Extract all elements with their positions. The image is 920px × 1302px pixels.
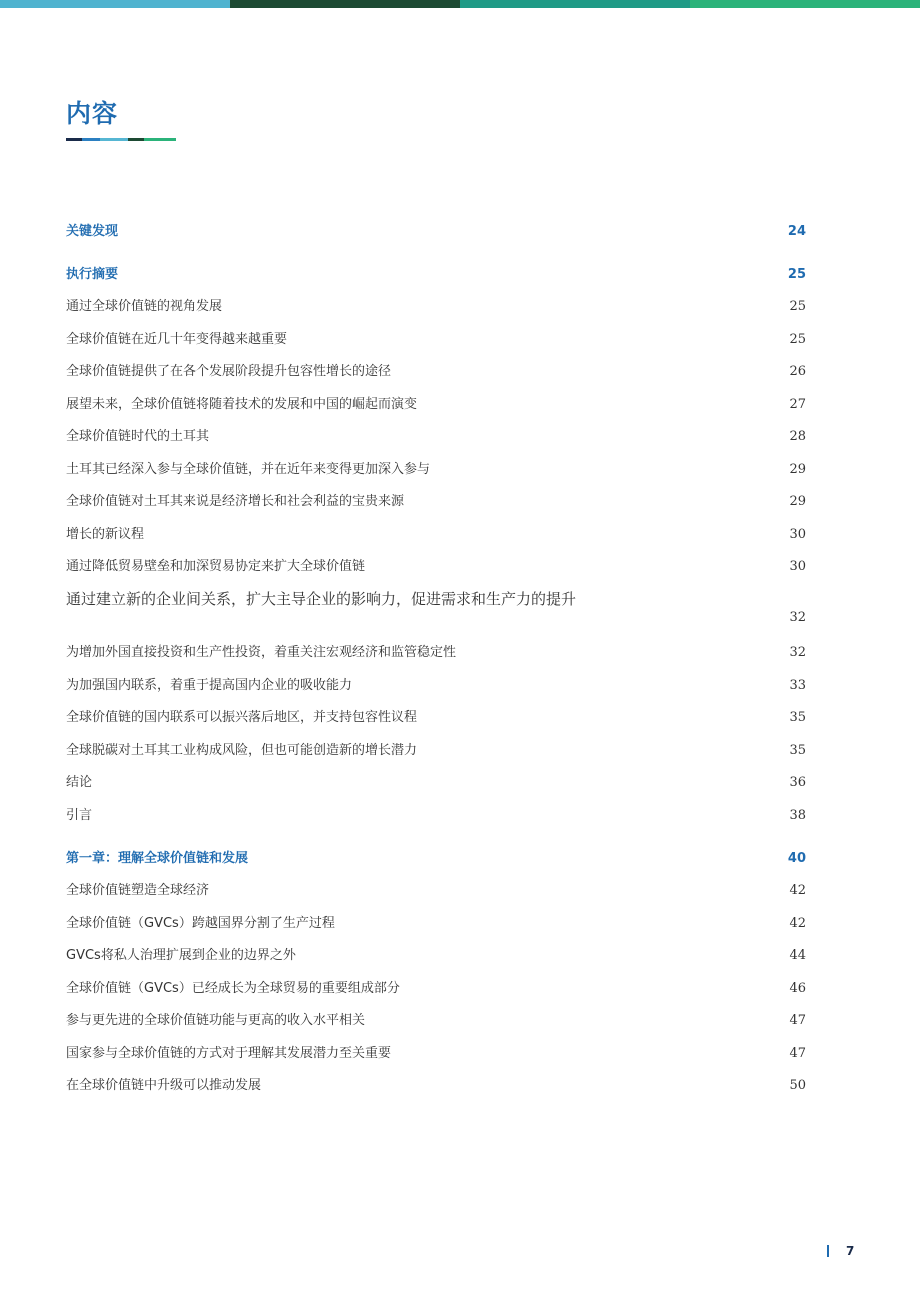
toc-entry-title: 关键发现 [66, 224, 119, 239]
top-bar-segment [690, 0, 920, 8]
toc-entry[interactable] [66, 739, 806, 758]
top-color-bar [0, 0, 920, 8]
toc-entry[interactable] [66, 490, 806, 509]
toc-entry-title: 执行摘要 [66, 267, 119, 282]
toc-entry[interactable] [66, 425, 806, 444]
toc-entry-page: 26 [789, 364, 806, 379]
toc-entry-title: 通过全球价值链的视角发展 [66, 299, 223, 314]
toc-entry[interactable] [66, 944, 806, 963]
toc-entry-title: 参与更先进的全球价值链功能与更高的收入水平相关 [66, 1013, 366, 1028]
underline-segment [144, 138, 176, 141]
toc-entry-page: 25 [789, 332, 806, 347]
toc-entry-page: 32 [789, 645, 806, 660]
toc-entry-title: 通过降低贸易壁垒和加深贸易协定来扩大全球价值链 [66, 559, 366, 574]
toc-entry-title: 全球价值链塑造全球经济 [66, 883, 210, 898]
toc-entry[interactable] [66, 1042, 806, 1061]
toc-entry[interactable] [66, 977, 806, 996]
toc-entry-page: 40 [787, 851, 806, 866]
toc-entry-title: 全球价值链的国内联系可以振兴落后地区，并支持包容性议程 [66, 710, 418, 725]
toc-entry-page: 33 [789, 678, 806, 693]
toc-entry-title: 全球价值链时代的土耳其 [66, 429, 210, 444]
toc-entry-title: 全球脱碳对土耳其工业构成风险，但也可能创造新的增长潜力 [66, 743, 418, 758]
toc-entry-page: 38 [789, 808, 806, 823]
toc-entry-title: 通过建立新的企业间关系，扩大主导企业的影响力，促进需求和生产力的提升 [66, 590, 577, 608]
toc-entry-page: 47 [789, 1046, 806, 1061]
toc-entry-page: 25 [789, 299, 806, 314]
toc-entry[interactable] [66, 641, 806, 660]
toc-entry[interactable] [66, 220, 806, 239]
toc-entry-title: 全球价值链（GVCs）已经成长为全球贸易的重要组成部分 [66, 981, 400, 996]
toc-entry-page: 25 [787, 267, 806, 282]
toc-entry-page: 30 [789, 527, 806, 542]
toc-entry[interactable] [66, 804, 806, 823]
toc-entry[interactable] [66, 328, 806, 347]
toc-entry[interactable] [66, 847, 806, 866]
toc-entry-title: 全球价值链对土耳其来说是经济增长和社会利益的宝贵来源 [66, 494, 405, 509]
toc-entry[interactable] [66, 674, 806, 693]
toc-entry-page: 50 [789, 1078, 806, 1093]
toc-entry[interactable] [66, 588, 806, 632]
toc-entry-title: 全球价值链在近几十年变得越来越重要 [66, 332, 288, 347]
title-underline [66, 138, 176, 141]
toc-entry-title: 全球价值链（GVCs）跨越国界分割了生产过程 [66, 916, 335, 931]
toc-entry[interactable] [66, 879, 806, 898]
toc-entry-page: 32 [789, 610, 806, 625]
toc-entry[interactable] [66, 1009, 806, 1028]
toc-entry-title: 全球价值链提供了在各个发展阶段提升包容性增长的途径 [66, 364, 392, 379]
toc-entry-title: 引言 [66, 808, 93, 823]
toc-entry-page: 29 [789, 462, 806, 477]
toc-entry[interactable] [66, 523, 806, 542]
toc-entry-page: 46 [789, 981, 806, 996]
toc-entry[interactable] [66, 458, 806, 477]
toc-entry-page: 42 [789, 883, 806, 898]
toc-entry-page: 24 [787, 224, 806, 239]
toc-entry-page: 36 [789, 775, 806, 790]
top-bar-segment [230, 0, 460, 8]
top-bar-segment [460, 0, 690, 8]
toc-entry-title: 第一章：理解全球价值链和发展 [66, 851, 249, 866]
toc-entry-title: 展望未来，全球价值链将随着技术的发展和中国的崛起而演变 [66, 397, 418, 412]
toc-entry[interactable] [66, 393, 806, 412]
toc-entry-page: 30 [789, 559, 806, 574]
toc-entry[interactable] [66, 555, 806, 574]
toc-entry-page: 44 [789, 948, 806, 963]
page-title: 内容 [66, 99, 119, 128]
toc-entry-page: 29 [789, 494, 806, 509]
toc-entry-title: 在全球价值链中升级可以推动发展 [66, 1078, 262, 1093]
toc-entry[interactable] [66, 1074, 806, 1093]
underline-segment [100, 138, 128, 141]
toc-entry[interactable] [66, 706, 806, 725]
toc-entry[interactable] [66, 360, 806, 379]
footer-divider [827, 1245, 829, 1257]
page-number: 7 [846, 1244, 855, 1258]
toc-entry[interactable] [66, 263, 806, 282]
underline-segment [66, 138, 82, 141]
top-bar-segment [0, 0, 230, 8]
toc-entry-title: 结论 [66, 775, 93, 790]
toc-entry-page: 47 [789, 1013, 806, 1028]
toc-entry[interactable] [66, 771, 806, 790]
toc-entry-title: 为加强国内联系，着重于提高国内企业的吸收能力 [66, 678, 353, 693]
toc-entry-title: 为增加外国直接投资和生产性投资，着重关注宏观经济和监管稳定性 [66, 645, 457, 660]
toc-entry-title: 增长的新议程 [66, 527, 145, 542]
underline-segment [128, 138, 144, 141]
toc-entry[interactable] [66, 912, 806, 931]
toc-entry-page: 42 [789, 916, 806, 931]
toc-entry-page: 35 [789, 743, 806, 758]
underline-segment [82, 138, 100, 141]
toc-entry-title: 土耳其已经深入参与全球价值链，并在近年来变得更加深入参与 [66, 462, 431, 477]
toc-entry-title: 国家参与全球价值链的方式对于理解其发展潜力至关重要 [66, 1046, 392, 1061]
toc-entry-page: 35 [789, 710, 806, 725]
toc-entry[interactable] [66, 295, 806, 314]
toc-entry-page: 28 [789, 429, 806, 444]
toc-entry-title: GVCs将私人治理扩展到企业的边界之外 [66, 948, 296, 963]
toc-entry-page: 27 [789, 397, 806, 412]
